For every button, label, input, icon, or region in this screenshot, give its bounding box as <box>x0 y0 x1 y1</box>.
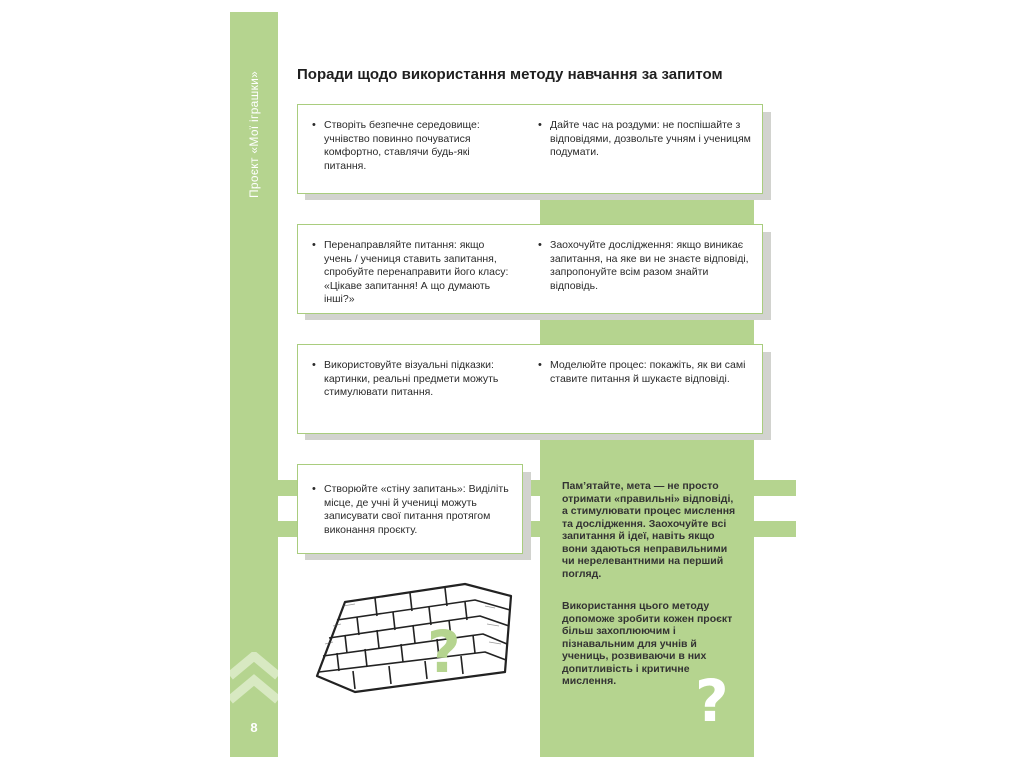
tip-text: Заохочуйте дослідження: якщо виникає запитання, на яке ви не знаєте відповіді, запропонуйте всім разом знайти відповідь. <box>550 239 749 292</box>
tip-item <box>312 119 512 173</box>
tip-text: Створюйте «стіну запитань»: Виділіть місце, де учні й учениці можуть записувати свої питання протягом виконання проєкту. <box>324 483 509 536</box>
tip-item <box>312 483 514 537</box>
tips-card-2 <box>297 224 763 314</box>
chevron-up-icon <box>230 652 278 722</box>
tip-text: Використовуйте візуальні підказки: картинки, реальні предмети можуть стимулювати питання. <box>324 359 499 398</box>
bullet: • <box>312 483 316 495</box>
bullet: • <box>538 119 542 131</box>
reminder-text-1: Пам’ятайте, мета — не просто отримати «правильні» відповіді, а стимулювати процес мислення та дослідження. Заохочуйте всі запитання й ідеї, навіть якщо вони здаються неправильними чи нерелевантними на перший погляд. <box>562 480 736 580</box>
tip-item <box>312 239 512 307</box>
page-number: 8 <box>250 720 258 735</box>
tip-text: Дайте час на роздуми: не поспішайте з відповідями, дозвольте учням і ученицям подумати. <box>550 119 751 158</box>
question-mark-icon: ? <box>427 618 461 686</box>
bullet: • <box>312 359 316 371</box>
tip-text: Створіть безпечне середовище: учнівство повинно почуватися комфортно, ставлячи будь-які питання. <box>324 119 480 172</box>
tip-item <box>538 239 752 293</box>
brick-wall-icon <box>315 580 515 695</box>
question-mark-icon: ? <box>695 667 729 735</box>
tip-text: Перенаправляйте питання: якщо учень / учениця ставить запитання, спробуйте перенаправити його класу: «Цікаве запитання! А що думають інші?» <box>324 239 509 305</box>
bullet: • <box>312 119 316 131</box>
tip-text: Моделюйте процес: покажіть, як ви самі ставите питання й шукаєте відповіді. <box>550 359 746 385</box>
tip-item <box>312 359 512 400</box>
tips-card-4 <box>297 464 523 554</box>
page-title: Поради щодо використання методу навчання за запитом <box>297 66 723 83</box>
tips-card-1 <box>297 104 763 194</box>
bullet: • <box>538 359 542 371</box>
reminder-text-2: Використання цього методу допоможе зробити кожен проєкт більш захоплюючим і пізнавальним для учнів й учениць, розвиваючи в них допитливість і критичне мислення. <box>562 600 733 687</box>
bullet: • <box>312 239 316 251</box>
bullet: • <box>538 239 542 251</box>
tip-item <box>538 359 752 386</box>
tip-item <box>538 119 752 160</box>
project-label: Проєкт «Мої іграшки» <box>247 70 261 198</box>
tips-card-3 <box>297 344 763 434</box>
sidebar <box>230 12 278 757</box>
